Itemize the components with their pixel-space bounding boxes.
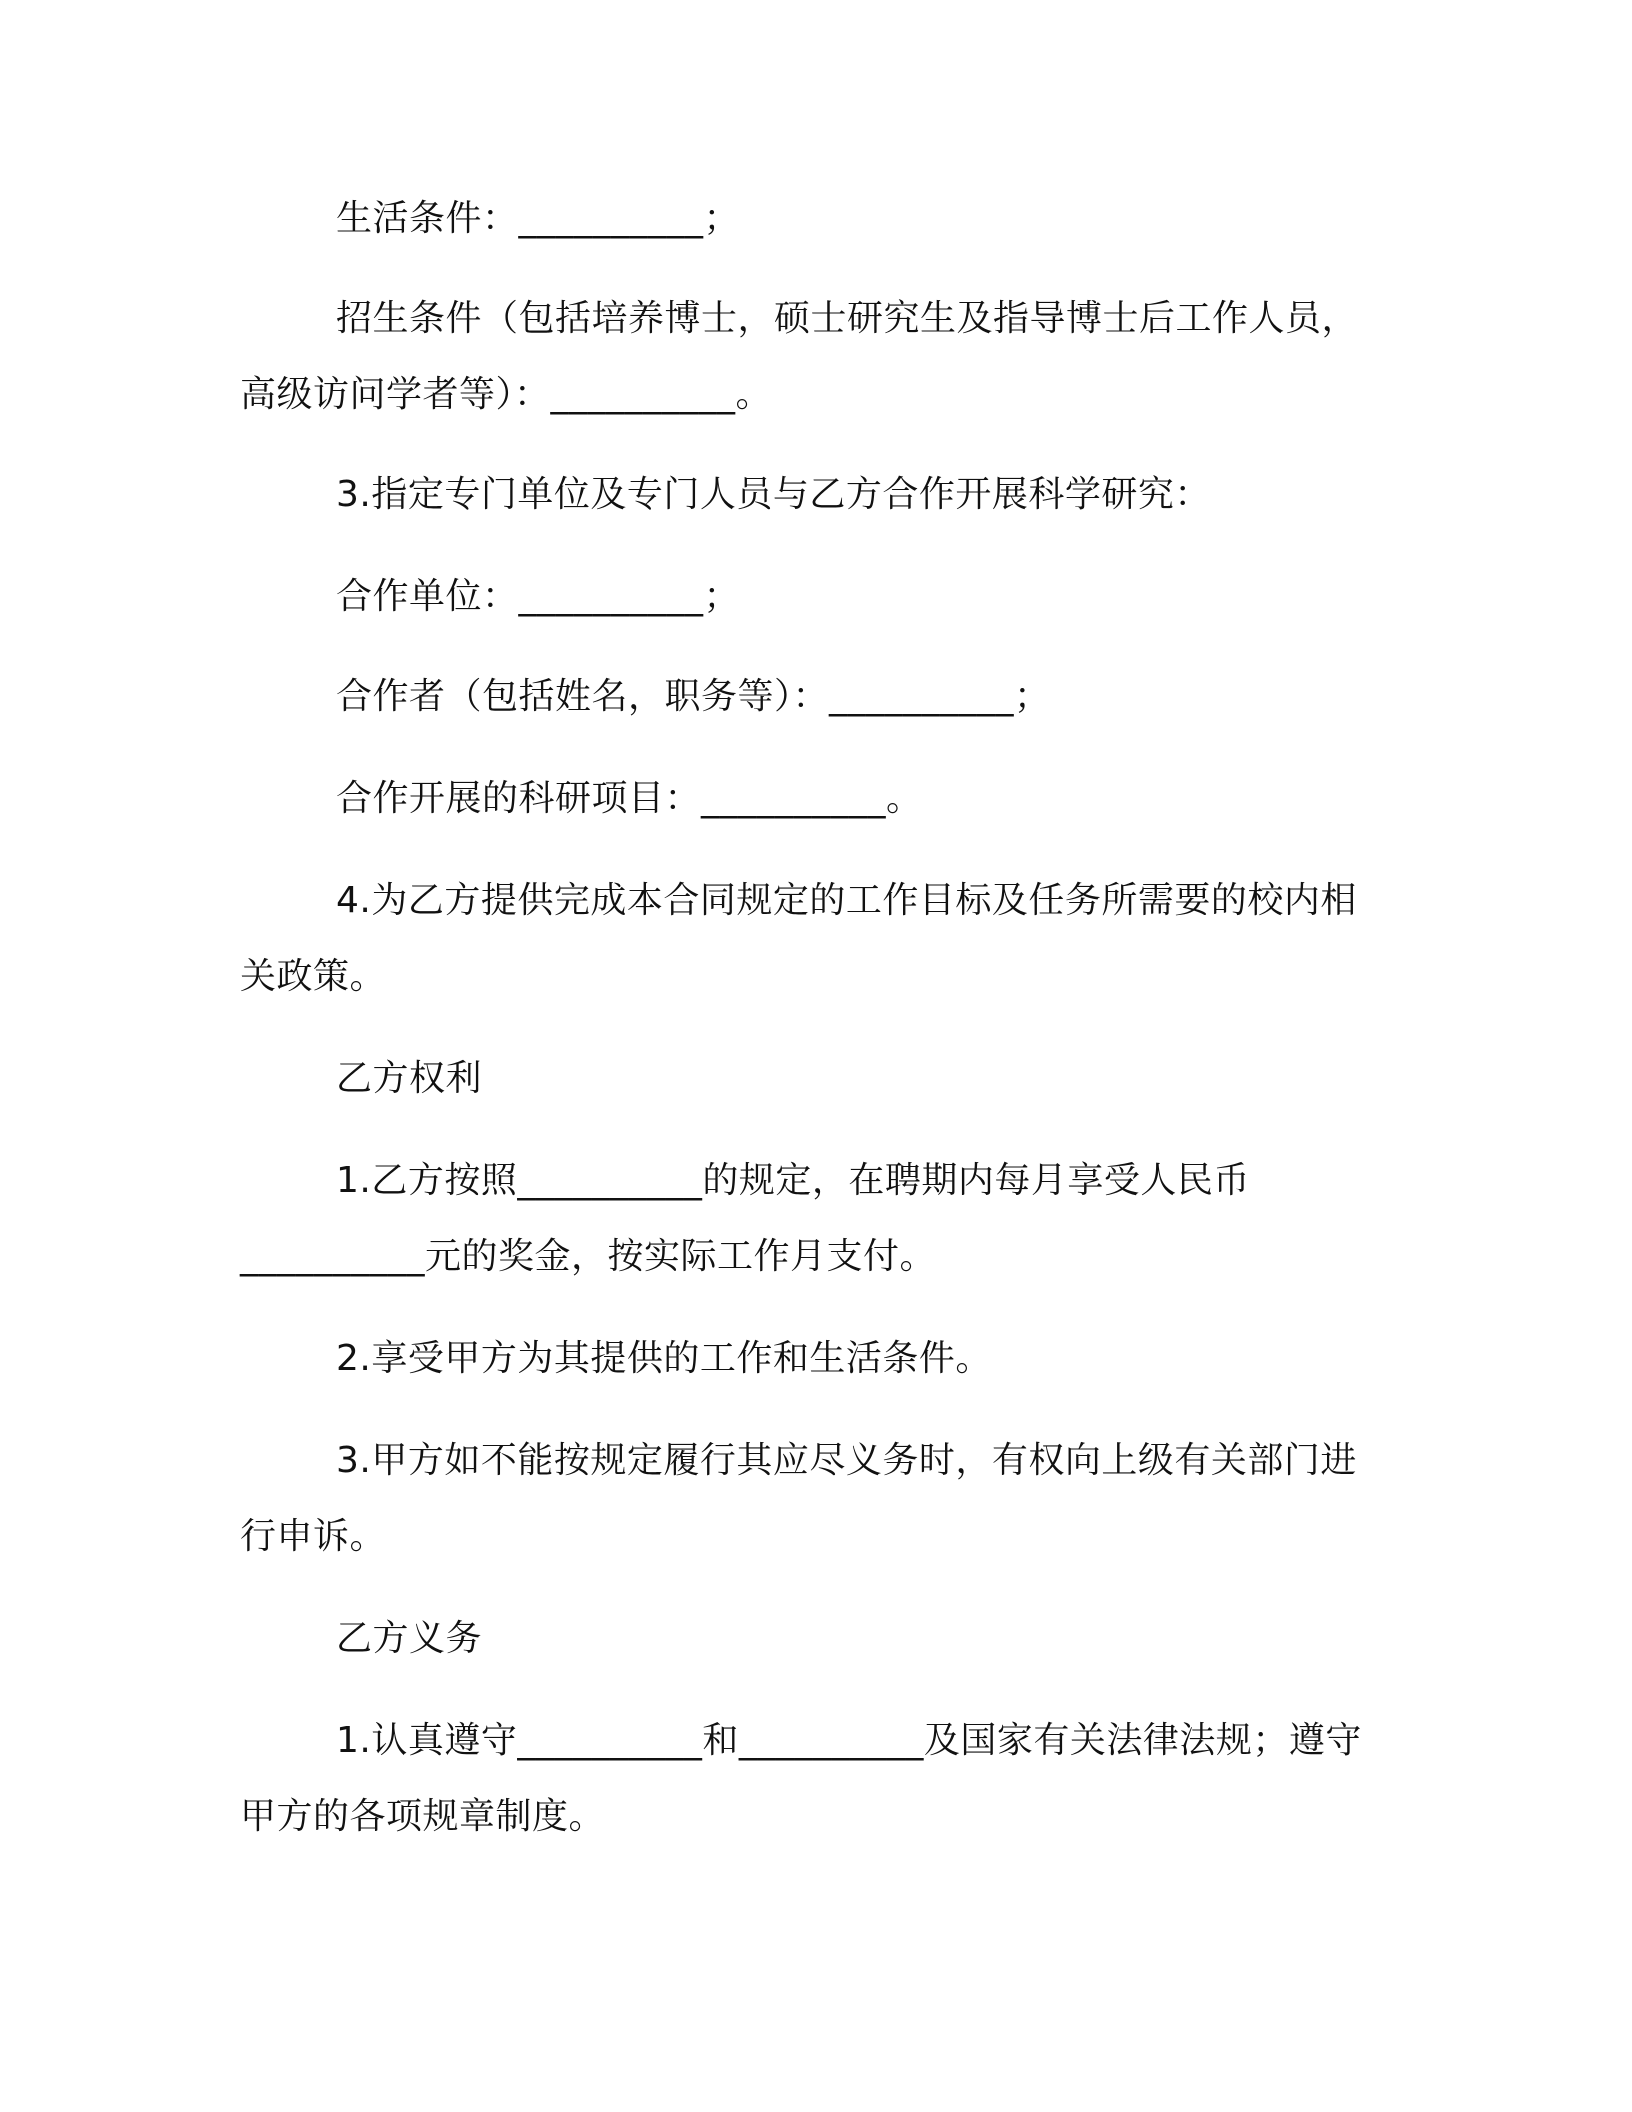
text-line-item-4: 4.为乙方提供完成本合同规定的工作目标及任务所需要的校内相 <box>336 880 1357 921</box>
text-line-item-4-cont: 关政策。 <box>240 956 387 997</box>
text-line-item-3: 3.指定专门单位及专门人员与乙方合作开展科学研究： <box>336 474 1211 515</box>
text-line-enrollment-conditions: 招生条件（包括培养博士，硕士研究生及指导博士后工作人员， <box>336 298 1359 339</box>
section-heading-rights: 乙方权利 <box>336 1058 483 1099</box>
document-page <box>240 180 1380 1980</box>
text-line-research-project: 合作开展的科研项目：__________。 <box>336 778 923 819</box>
text-line-partner: 合作者（包括姓名，职务等）：__________； <box>336 676 1051 717</box>
text-line-enrollment-cont: 高级访问学者等）：__________。 <box>240 374 773 415</box>
text-line-rights-1: 1.乙方按照__________的规定，在聘期内每月享受人民币 <box>336 1160 1250 1201</box>
text-line-rights-3-cont: 行申诉。 <box>240 1516 387 1557</box>
text-line-obligations-1-cont: 甲方的各项规章制度。 <box>240 1796 606 1837</box>
text-line-rights-1-cont: __________元的奖金，按实际工作月支付。 <box>240 1236 937 1277</box>
text-line-living-conditions: 生活条件：__________； <box>336 198 741 239</box>
text-line-obligations-1: 1.认真遵守__________和__________及国家有关法律法规；遵守 <box>336 1720 1362 1761</box>
section-heading-obligations: 乙方义务 <box>336 1618 483 1659</box>
text-line-rights-3: 3.甲方如不能按规定履行其应尽义务时，有权向上级有关部门进 <box>336 1440 1357 1481</box>
text-line-rights-2: 2.享受甲方为其提供的工作和生活条件。 <box>336 1338 992 1379</box>
text-line-partner-unit: 合作单位：__________； <box>336 576 741 617</box>
